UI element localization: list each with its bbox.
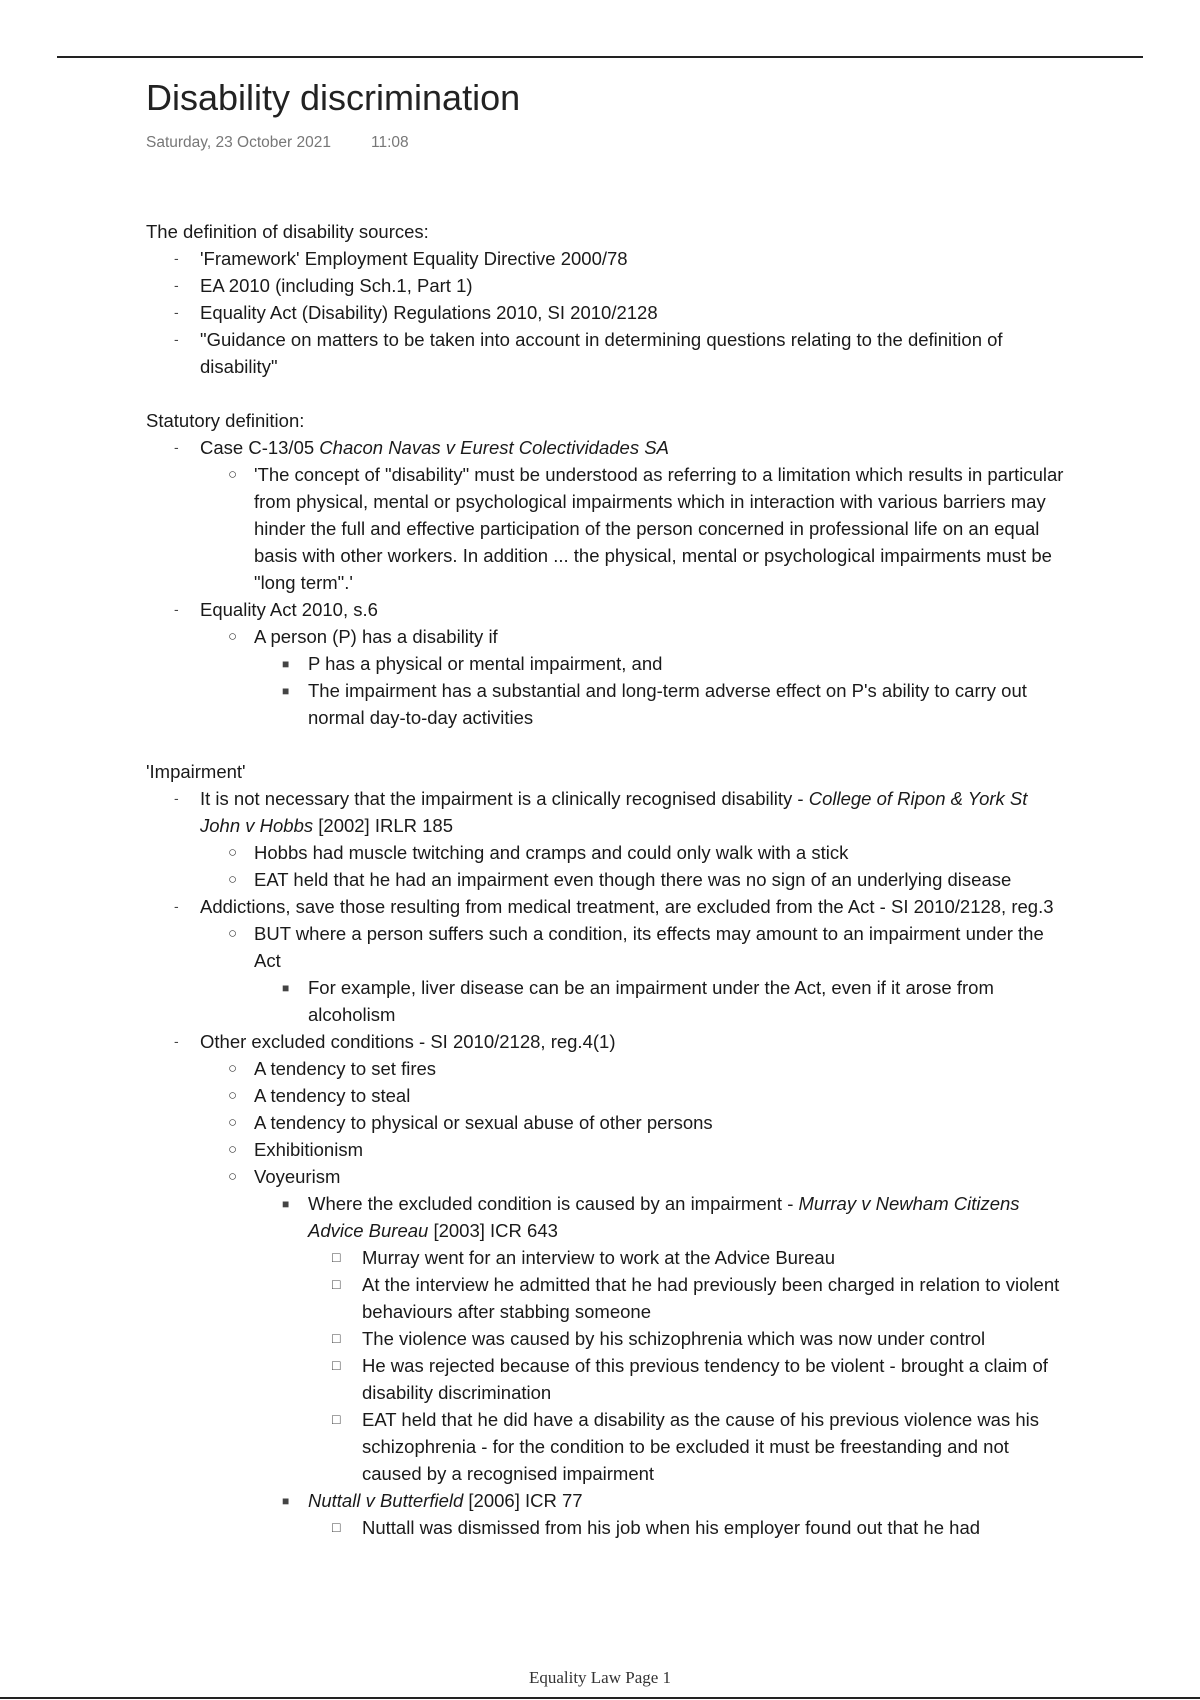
- statutory-list: [146, 434, 1066, 731]
- list-item: ■ P has a physical or mental impairment, and: [146, 650, 1066, 677]
- list-item: □ Murray went for an interview to work at the Advice Bureau: [146, 1244, 1066, 1271]
- square-bullet-icon: [282, 678, 289, 705]
- list-item: - Equality Act 2010, s.6: [146, 596, 1066, 623]
- dash-bullet-icon: [174, 596, 179, 623]
- list-item: □ The violence was caused by his schizophrenia which was now under control: [146, 1325, 1066, 1352]
- list-item: ○ Exhibitionism: [146, 1136, 1066, 1163]
- list-item: - Other excluded conditions - SI 2010/2128, reg.4(1): [146, 1028, 1066, 1055]
- list-item: □ EAT held that he did have a disability as the cause of his previous violence was his schizophrenia - for the condition to be excluded it must be freestanding and not caused by a recognised impairment: [146, 1406, 1066, 1487]
- checkbox-bullet-icon: [332, 1244, 340, 1271]
- checkbox-bullet-icon: [332, 1271, 340, 1298]
- list-item: - Equality Act (Disability) Regulations 2010, SI 2010/2128: [146, 299, 1066, 326]
- dash-bullet-icon: [174, 245, 179, 272]
- circle-bullet-icon: [228, 1055, 237, 1082]
- list-item: ■ The impairment has a substantial and long-term adverse effect on P's ability to carry out normal day-to-day activities: [146, 677, 1066, 731]
- square-bullet-icon: [282, 1488, 289, 1515]
- circle-bullet-icon: [228, 1082, 237, 1109]
- circle-bullet-icon: [228, 461, 237, 488]
- circle-bullet-icon: [228, 1163, 237, 1190]
- case-quote: 'The concept of "disability" must be understood as referring to a limitation which results in particular from physical, mental or psychological impairments which in interaction with various barriers may hinder the full and effective participation of the person concerned in professional life on an equal basis with other workers. In addition ... the physical, mental or psychological impairments must be "long term".': [254, 464, 1064, 593]
- list-item: ○ EAT held that he had an impairment even though there was no sign of an underlying disease: [146, 866, 1066, 893]
- case-name: Chacon Navas v Eurest Colectividades SA: [319, 437, 669, 458]
- list-item: - Case C-13/05 Chacon Navas v Eurest Colectividades SA: [146, 434, 1066, 461]
- circle-bullet-icon: [228, 623, 237, 650]
- list-item: ○ A tendency to set fires: [146, 1055, 1066, 1082]
- bottom-rule: [0, 1697, 1200, 1699]
- case-name: College of Ripon & York St John v Hobbs: [200, 788, 1028, 836]
- square-bullet-icon: [282, 1191, 289, 1218]
- list-item: ■ Nuttall v Butterfield [2006] ICR 77: [146, 1487, 1066, 1514]
- list-item: - Addictions, save those resulting from medical treatment, are excluded from the Act - SI 2010/2128, reg.3: [146, 893, 1066, 920]
- circle-bullet-icon: [228, 920, 237, 947]
- note-header: [146, 72, 520, 152]
- dash-bullet-icon: [174, 299, 179, 326]
- list-item: ○ Voyeurism: [146, 1163, 1066, 1190]
- list-item: ○ A person (P) has a disability if: [146, 623, 1066, 650]
- list-item: [146, 461, 1066, 596]
- checkbox-bullet-icon: [332, 1406, 340, 1433]
- note-body: [146, 218, 1066, 1541]
- list-item: ○ BUT where a person suffers such a condition, its effects may amount to an impairment under the Act: [146, 920, 1066, 974]
- sources-list: [146, 245, 1066, 380]
- sources-heading: The definition of disability sources:: [146, 221, 429, 242]
- list-item: □ Nuttall was dismissed from his job when his employer found out that he had: [146, 1514, 1066, 1541]
- top-rule: [57, 56, 1143, 58]
- square-bullet-icon: [282, 651, 289, 678]
- checkbox-bullet-icon: [332, 1325, 340, 1352]
- checkbox-bullet-icon: [332, 1514, 340, 1541]
- circle-bullet-icon: [228, 839, 237, 866]
- circle-bullet-icon: [228, 1136, 237, 1163]
- list-item: ○ Hobbs had muscle twitching and cramps and could only walk with a stick: [146, 839, 1066, 866]
- impairment-list: [146, 785, 1066, 1541]
- dash-bullet-icon: [174, 272, 179, 299]
- list-item: ○ A tendency to steal: [146, 1082, 1066, 1109]
- circle-bullet-icon: [228, 1109, 237, 1136]
- checkbox-bullet-icon: [332, 1352, 340, 1379]
- note-meta: [146, 134, 520, 152]
- list-item: - EA 2010 (including Sch.1, Part 1): [146, 272, 1066, 299]
- dash-bullet-icon: [174, 434, 179, 461]
- circle-bullet-icon: [228, 866, 237, 893]
- list-item: ○ A tendency to physical or sexual abuse of other persons: [146, 1109, 1066, 1136]
- statutory-heading: Statutory definition:: [146, 410, 305, 431]
- dash-bullet-icon: [174, 893, 179, 920]
- list-item: - 'Framework' Employment Equality Directive 2000/78: [146, 245, 1066, 272]
- page-title: Disability discrimination: [146, 77, 521, 118]
- list-item: ■ For example, liver disease can be an impairment under the Act, even if it arose from alcoholism: [146, 974, 1066, 1028]
- case-name: Nuttall v Butterfield: [308, 1490, 464, 1511]
- list-item: - It is not necessary that the impairment is a clinically recognised disability - College of Ripon & York St John v Hobbs [2002] IRLR 185: [146, 785, 1066, 839]
- dash-bullet-icon: [174, 1028, 179, 1055]
- list-item: ■ Where the excluded condition is caused by an impairment - Murray v Newham Citizens Advice Bureau [2003] ICR 643: [146, 1190, 1066, 1244]
- square-bullet-icon: [282, 975, 289, 1002]
- note-time: 11:08: [370, 134, 409, 151]
- dash-bullet-icon: [174, 785, 179, 812]
- list-item: □ He was rejected because of this previous tendency to be violent - brought a claim of disability discrimination: [146, 1352, 1066, 1406]
- page-footer: Equality Law Page 1: [528, 1668, 672, 1687]
- impairment-heading: 'Impairment': [146, 761, 246, 782]
- case-name: Murray v Newham Citizens Advice Bureau: [308, 1193, 1020, 1241]
- note-date: Saturday, 23 October 2021: [146, 134, 331, 151]
- list-item: - "Guidance on matters to be taken into account in determining questions relating to the definition of disability": [146, 326, 1066, 380]
- list-item: □ At the interview he admitted that he had previously been charged in relation to violent behaviours after stabbing someone: [146, 1271, 1066, 1325]
- dash-bullet-icon: [174, 326, 179, 353]
